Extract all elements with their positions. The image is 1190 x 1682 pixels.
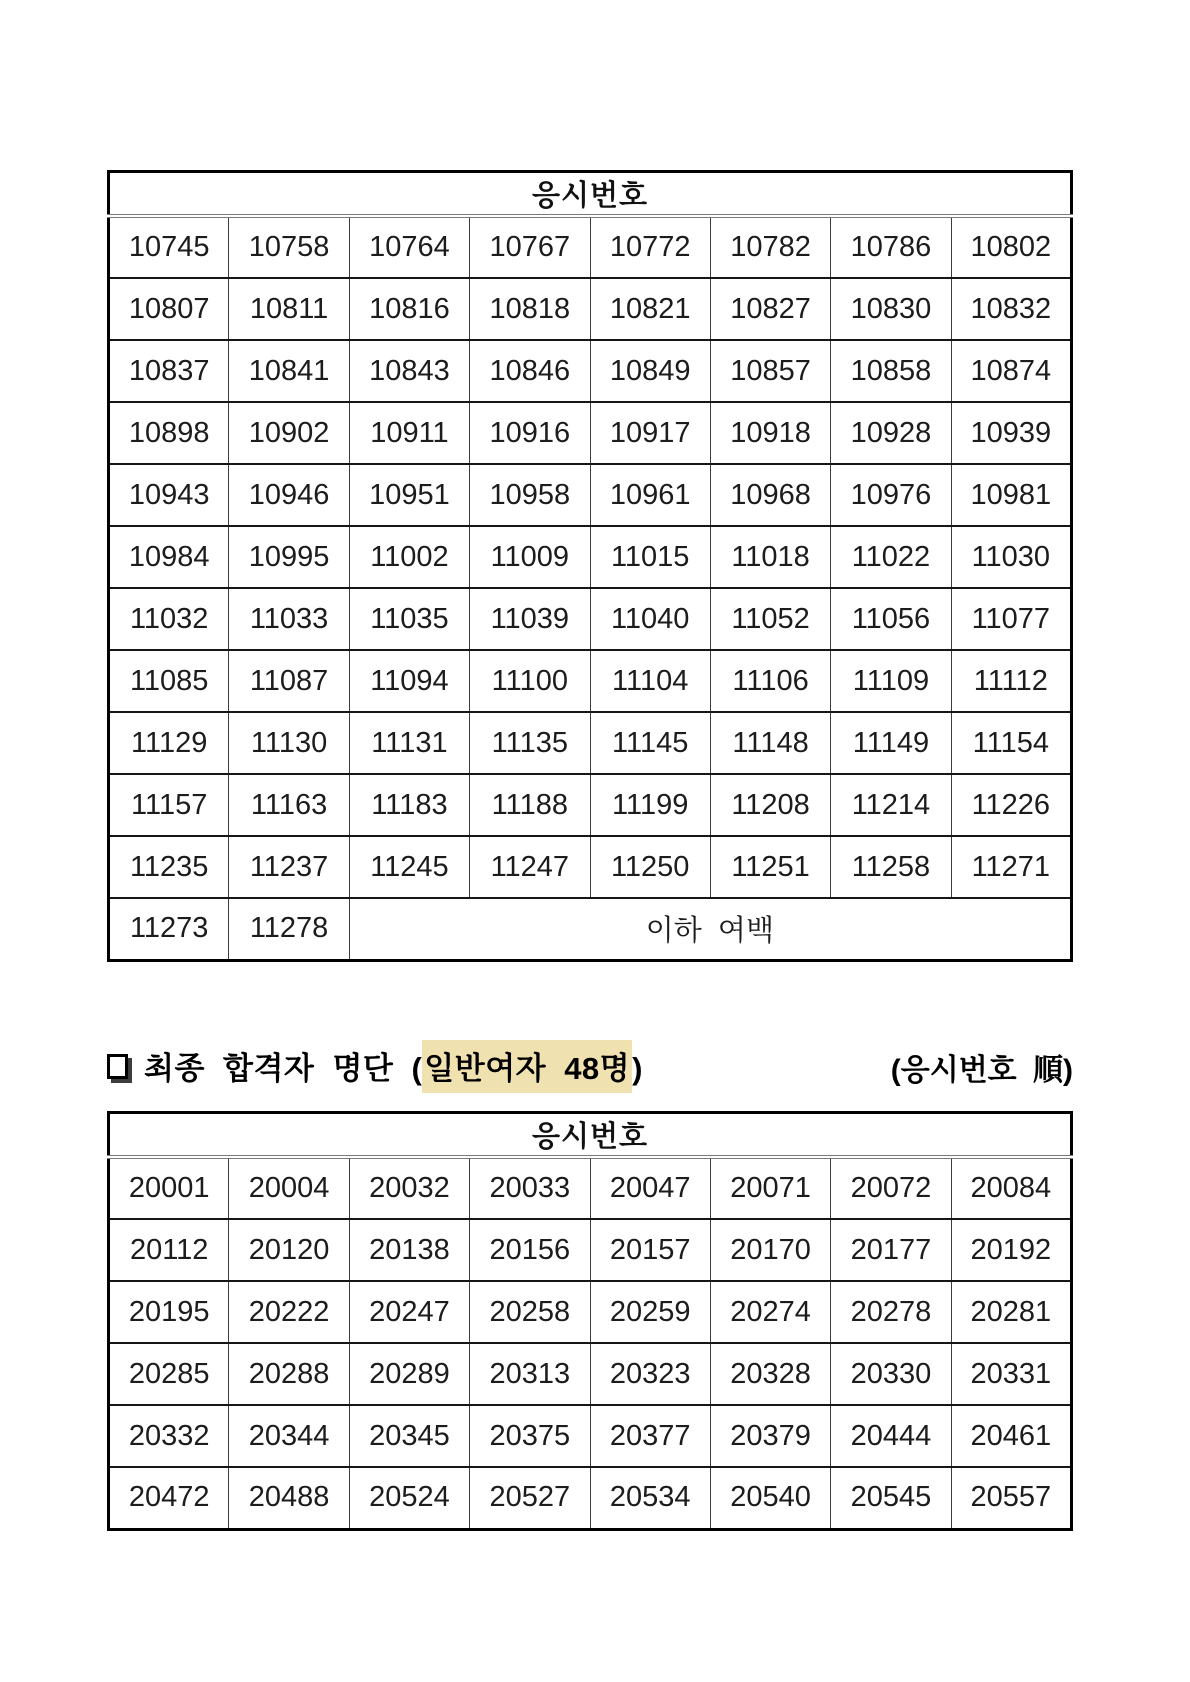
heading-text [144, 1040, 643, 1093]
candidate-number-cell: 11022 [831, 526, 951, 588]
table2-head [109, 1113, 1072, 1158]
candidate-number-cell: 10832 [951, 278, 1071, 340]
candidate-number-cell: 20084 [951, 1157, 1071, 1219]
candidate-number-cell: 20323 [590, 1343, 710, 1405]
candidate-number-cell: 10946 [229, 464, 349, 526]
candidate-number-cell: 10898 [109, 402, 229, 464]
section-heading-left [107, 1040, 643, 1093]
candidate-number-cell: 20344 [229, 1405, 349, 1467]
candidate-number-cell: 10846 [470, 340, 590, 402]
candidate-number-cell: 10772 [590, 216, 710, 278]
candidate-number-cell: 11278 [229, 898, 349, 960]
candidate-number-cell: 10968 [710, 464, 830, 526]
candidate-number-cell: 11104 [590, 650, 710, 712]
candidate-number-cell: 11035 [349, 588, 469, 650]
candidate-number-cell: 20375 [470, 1405, 590, 1467]
candidate-number-cell: 20032 [349, 1157, 469, 1219]
candidate-number-cell: 11149 [831, 712, 951, 774]
candidate-number-cell: 11131 [349, 712, 469, 774]
candidate-number-cell: 10918 [710, 402, 830, 464]
candidate-number-cell: 20033 [470, 1157, 590, 1219]
candidate-number-cell: 11009 [470, 526, 590, 588]
candidate-number-cell: 10928 [831, 402, 951, 464]
candidate-number-cell: 10802 [951, 216, 1071, 278]
candidate-number-cell: 11040 [590, 588, 710, 650]
heading-suffix: ) [632, 1051, 643, 1086]
square-bullet-icon [107, 1054, 128, 1079]
candidate-number-cell: 10837 [109, 340, 229, 402]
table1-head [109, 172, 1072, 217]
candidate-number-cell: 20527 [470, 1467, 590, 1529]
candidate-number-cell: 11199 [590, 774, 710, 836]
candidate-number-cell: 11250 [590, 836, 710, 898]
table2-header-label: 응시번호 [109, 1113, 1072, 1158]
candidate-number-cell: 11258 [831, 836, 951, 898]
table-row [109, 278, 1072, 340]
table1-body [109, 216, 1072, 960]
candidate-number-cell: 10764 [349, 216, 469, 278]
candidate-number-cell: 20377 [590, 1405, 710, 1467]
candidate-number-cell: 11245 [349, 836, 469, 898]
candidate-number-cell: 11271 [951, 836, 1071, 898]
table-row [109, 1281, 1072, 1343]
blank-below-cell: 이하 여백 [349, 898, 1071, 960]
candidate-number-cell: 10951 [349, 464, 469, 526]
candidate-number-cell: 11154 [951, 712, 1071, 774]
candidate-number-cell: 20259 [590, 1281, 710, 1343]
candidate-number-cell: 11188 [470, 774, 590, 836]
candidate-number-cell: 10961 [590, 464, 710, 526]
candidate-number-cell: 20001 [109, 1157, 229, 1219]
candidate-number-cell: 11039 [470, 588, 590, 650]
candidate-number-cell: 10995 [229, 526, 349, 588]
candidate-number-cell: 20524 [349, 1467, 469, 1529]
candidate-number-cell: 11235 [109, 836, 229, 898]
candidate-number-cell: 11226 [951, 774, 1071, 836]
candidate-number-cell: 10874 [951, 340, 1071, 402]
table-row [109, 340, 1072, 402]
table-row [109, 1157, 1072, 1219]
candidate-number-cell: 20488 [229, 1467, 349, 1529]
candidate-number-cell: 20004 [229, 1157, 349, 1219]
candidate-number-cell: 11106 [710, 650, 830, 712]
candidate-number-cell: 11002 [349, 526, 469, 588]
candidate-number-cell: 20274 [710, 1281, 830, 1343]
candidate-number-cell: 10857 [710, 340, 830, 402]
candidate-number-cell: 10818 [470, 278, 590, 340]
candidate-number-cell: 20331 [951, 1343, 1071, 1405]
candidate-number-cell: 11129 [109, 712, 229, 774]
candidate-number-cell: 11033 [229, 588, 349, 650]
candidate-number-cell: 11030 [951, 526, 1071, 588]
candidate-number-cell: 10911 [349, 402, 469, 464]
candidate-number-cell: 10958 [470, 464, 590, 526]
candidate-number-cell: 11056 [831, 588, 951, 650]
candidate-number-cell: 11247 [470, 836, 590, 898]
table-row [109, 1405, 1072, 1467]
candidate-number-cell: 20072 [831, 1157, 951, 1219]
candidate-number-cell: 20047 [590, 1157, 710, 1219]
candidate-number-cell: 20328 [710, 1343, 830, 1405]
candidate-number-cell: 10981 [951, 464, 1071, 526]
table-row [109, 836, 1072, 898]
candidate-number-cell: 10745 [109, 216, 229, 278]
candidate-number-cell: 11145 [590, 712, 710, 774]
table-row [109, 402, 1072, 464]
candidate-number-cell: 20157 [590, 1219, 710, 1281]
candidate-number-cell: 10767 [470, 216, 590, 278]
candidate-number-cell: 11052 [710, 588, 830, 650]
candidate-number-cell: 11273 [109, 898, 229, 960]
candidate-number-cell: 11087 [229, 650, 349, 712]
candidate-number-cell: 10816 [349, 278, 469, 340]
candidate-number-cell: 10811 [229, 278, 349, 340]
candidate-number-cell: 11018 [710, 526, 830, 588]
candidate-number-table [107, 1111, 1073, 1531]
candidate-number-cell: 20289 [349, 1343, 469, 1405]
table-row [109, 588, 1072, 650]
candidate-number-cell: 20177 [831, 1219, 951, 1281]
candidate-number-cell: 11094 [349, 650, 469, 712]
candidate-number-cell: 10916 [470, 402, 590, 464]
candidate-number-cell: 11157 [109, 774, 229, 836]
table-row [109, 526, 1072, 588]
table-row [109, 712, 1072, 774]
candidate-number-cell: 20120 [229, 1219, 349, 1281]
candidate-number-cell: 11163 [229, 774, 349, 836]
table-row [109, 1467, 1072, 1529]
candidate-number-cell: 20281 [951, 1281, 1071, 1343]
table-row [109, 650, 1072, 712]
candidate-number-cell: 20534 [590, 1467, 710, 1529]
candidate-number-cell: 10758 [229, 216, 349, 278]
candidate-number-cell: 10849 [590, 340, 710, 402]
candidate-number-cell: 20247 [349, 1281, 469, 1343]
candidate-number-cell: 10984 [109, 526, 229, 588]
table-row [109, 1343, 1072, 1405]
candidate-number-cell: 10976 [831, 464, 951, 526]
candidate-number-cell: 20278 [831, 1281, 951, 1343]
candidate-number-cell: 20472 [109, 1467, 229, 1529]
candidate-number-cell: 10782 [710, 216, 830, 278]
table-row [109, 464, 1072, 526]
candidate-number-cell: 11130 [229, 712, 349, 774]
candidate-number-cell: 20222 [229, 1281, 349, 1343]
candidate-number-cell: 20345 [349, 1405, 469, 1467]
table2-body [109, 1157, 1072, 1529]
candidate-number-cell: 10939 [951, 402, 1071, 464]
candidate-number-cell: 20557 [951, 1467, 1071, 1529]
candidate-number-cell: 20071 [710, 1157, 830, 1219]
candidate-number-cell: 11077 [951, 588, 1071, 650]
candidate-number-cell: 10843 [349, 340, 469, 402]
candidate-number-cell: 10917 [590, 402, 710, 464]
candidate-number-cell: 11148 [710, 712, 830, 774]
candidate-number-cell: 20285 [109, 1343, 229, 1405]
table-row [109, 1219, 1072, 1281]
candidate-number-cell: 11015 [590, 526, 710, 588]
candidate-number-cell: 11251 [710, 836, 830, 898]
passed-candidates-table-1 [107, 170, 1073, 962]
candidate-number-cell: 10786 [831, 216, 951, 278]
candidate-number-cell: 20540 [710, 1467, 830, 1529]
table1-header-label: 응시번호 [109, 172, 1072, 217]
table-row [109, 898, 1072, 960]
heading-prefix: 최종 합격자 명단 ( [144, 1051, 423, 1086]
candidate-number-cell: 20461 [951, 1405, 1071, 1467]
candidate-number-cell: 20332 [109, 1405, 229, 1467]
candidate-number-table [107, 170, 1073, 962]
candidate-number-cell: 11109 [831, 650, 951, 712]
candidate-number-cell: 20112 [109, 1219, 229, 1281]
candidate-number-cell: 10902 [229, 402, 349, 464]
candidate-number-cell: 11183 [349, 774, 469, 836]
candidate-number-cell: 20170 [710, 1219, 830, 1281]
candidate-number-cell: 10821 [590, 278, 710, 340]
candidate-number-cell: 11214 [831, 774, 951, 836]
candidate-number-cell: 10827 [710, 278, 830, 340]
candidate-number-cell: 20258 [470, 1281, 590, 1343]
section-heading [107, 1040, 1073, 1093]
candidate-number-cell: 20192 [951, 1219, 1071, 1281]
candidate-number-cell: 11112 [951, 650, 1071, 712]
table-row [109, 774, 1072, 836]
candidate-number-cell: 10830 [831, 278, 951, 340]
candidate-number-cell: 10943 [109, 464, 229, 526]
candidate-number-cell: 11237 [229, 836, 349, 898]
candidate-number-cell: 20444 [831, 1405, 951, 1467]
candidate-number-cell: 20138 [349, 1219, 469, 1281]
table-row [109, 216, 1072, 278]
candidate-number-cell: 10807 [109, 278, 229, 340]
candidate-number-cell: 11085 [109, 650, 229, 712]
candidate-number-cell: 20379 [710, 1405, 830, 1467]
passed-candidates-table-2 [107, 1111, 1073, 1531]
heading-highlight: 일반여자 48명 [422, 1040, 632, 1093]
heading-sort-note: (응시번호 順) [890, 1053, 1073, 1087]
candidate-number-cell: 20156 [470, 1219, 590, 1281]
candidate-number-cell: 20288 [229, 1343, 349, 1405]
candidate-number-cell: 11208 [710, 774, 830, 836]
candidate-number-cell: 20195 [109, 1281, 229, 1343]
candidate-number-cell: 11032 [109, 588, 229, 650]
candidate-number-cell: 20313 [470, 1343, 590, 1405]
candidate-number-cell: 20545 [831, 1467, 951, 1529]
candidate-number-cell: 10858 [831, 340, 951, 402]
candidate-number-cell: 10841 [229, 340, 349, 402]
candidate-number-cell: 11100 [470, 650, 590, 712]
candidate-number-cell: 20330 [831, 1343, 951, 1405]
candidate-number-cell: 11135 [470, 712, 590, 774]
